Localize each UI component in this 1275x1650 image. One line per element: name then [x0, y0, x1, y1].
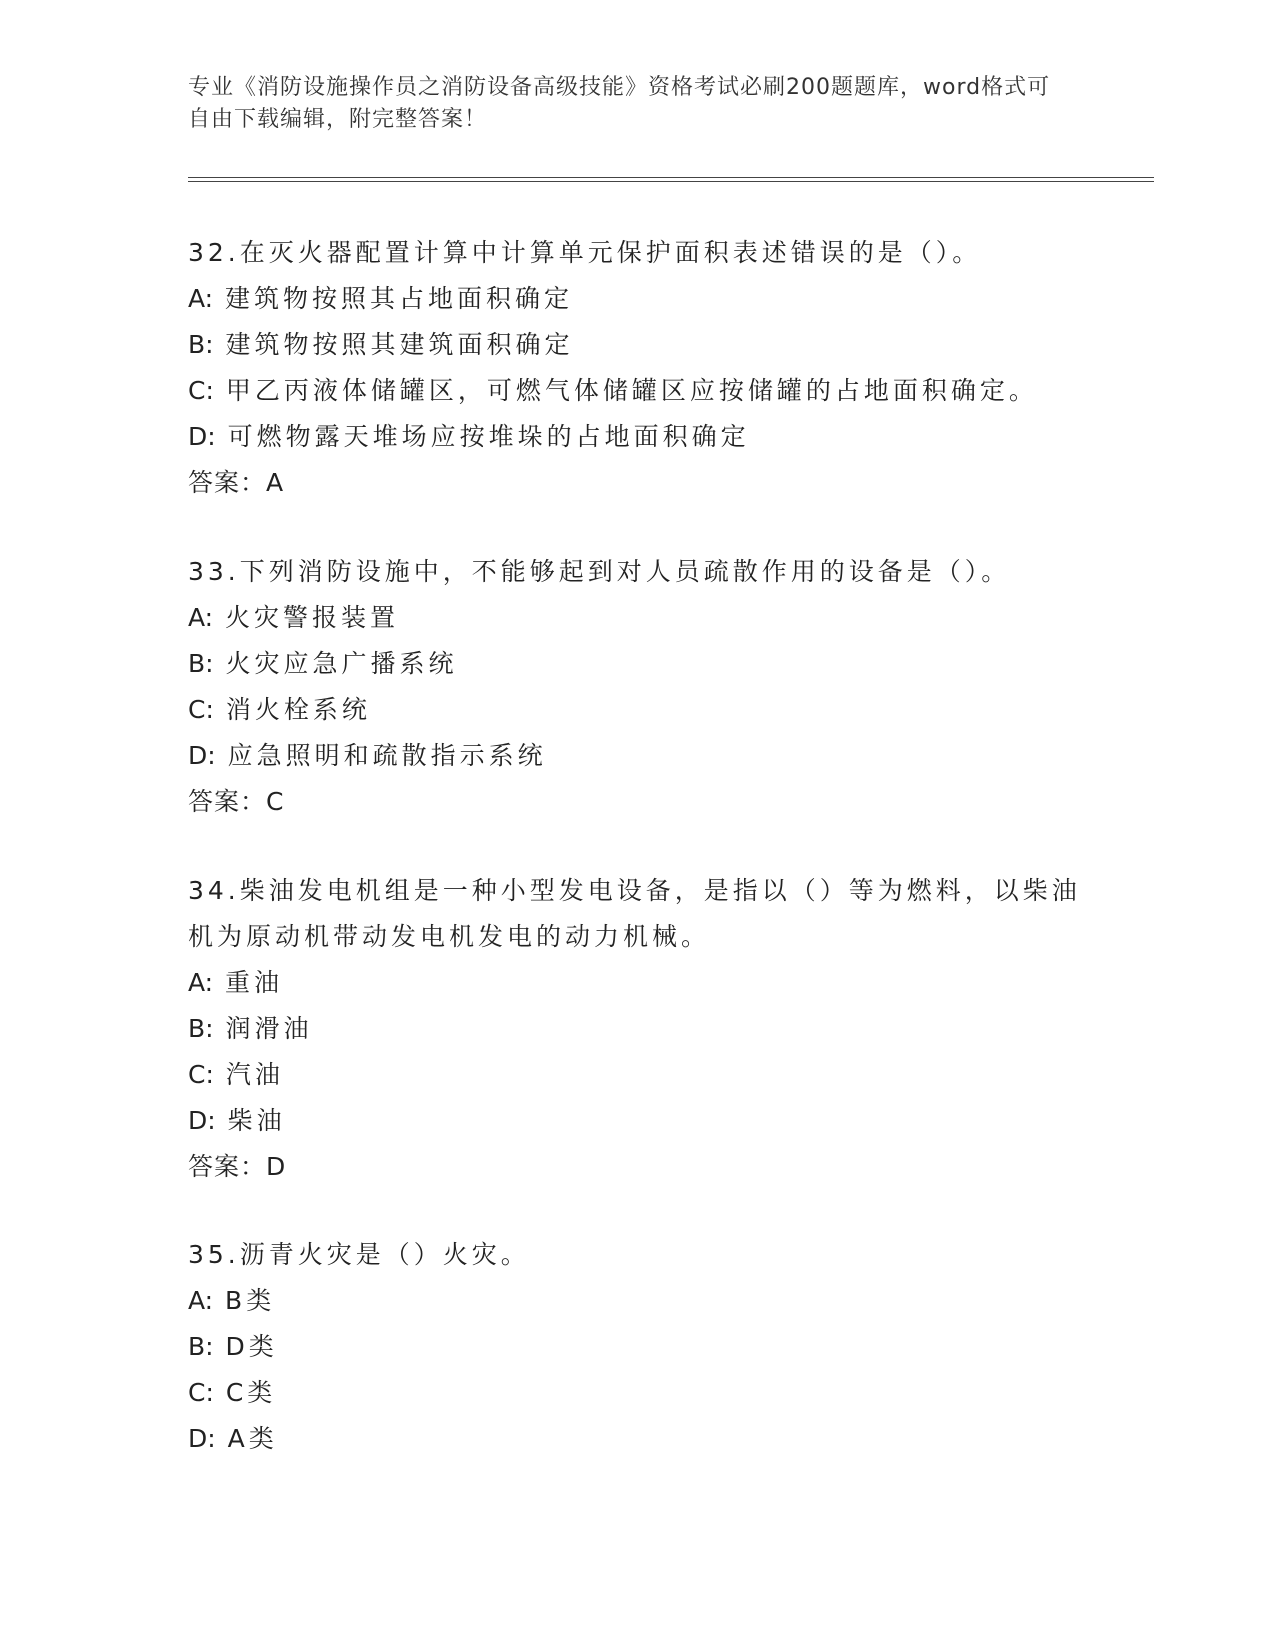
option-c	[188, 687, 1088, 733]
option-text: 汽油	[225, 1060, 284, 1089]
option-letter: B:	[188, 330, 214, 359]
option-c	[188, 1370, 1088, 1416]
option-a	[188, 960, 1088, 1006]
question-33	[188, 549, 1088, 825]
option-b	[188, 641, 1088, 687]
option-a	[188, 276, 1088, 322]
question-title: 34.柴油发电机组是一种小型发电设备，是指以（）等为燃料，以柴油机为原动机带动发电机发电的动力机械。	[188, 876, 1081, 951]
option-d	[188, 733, 1088, 779]
question-34	[188, 868, 1088, 1190]
question-title: 32.在灭火器配置计算中计算单元保护面积表述错误的是（）。	[188, 238, 982, 267]
option-letter: B:	[188, 649, 214, 678]
option-a	[188, 1278, 1088, 1324]
answer-line: 答案：D	[188, 1152, 287, 1181]
option-text: 应急照明和疏散指示系统	[227, 741, 547, 770]
option-letter: D:	[188, 1424, 216, 1453]
question-title: 33.下列消防设施中，不能够起到对人员疏散作用的设备是（）。	[188, 557, 1011, 586]
header-divider-bottom	[188, 181, 1154, 182]
option-a	[188, 595, 1088, 641]
option-letter: C:	[188, 376, 214, 405]
option-text: A类	[227, 1424, 278, 1453]
option-letter: D:	[188, 422, 216, 451]
option-text: 可燃物露天堆场应按堆垛的占地面积确定	[227, 422, 750, 451]
header-divider-top	[188, 177, 1154, 178]
option-text: 柴油	[227, 1106, 286, 1135]
answer-line: 答案：C	[188, 787, 285, 816]
option-b	[188, 1324, 1088, 1370]
option-text: 建筑物按照其建筑面积确定	[225, 330, 574, 359]
question-32	[188, 230, 1088, 506]
question-35	[188, 1232, 1088, 1462]
option-text: 建筑物按照其占地面积确定	[225, 284, 574, 313]
option-letter: D:	[188, 741, 216, 770]
option-d	[188, 414, 1088, 460]
option-letter: C:	[188, 1060, 214, 1089]
option-c	[188, 368, 1088, 414]
option-letter: C:	[188, 1378, 214, 1407]
option-letter: B:	[188, 1332, 214, 1361]
option-letter: C:	[188, 695, 214, 724]
answer-line: 答案：A	[188, 468, 285, 497]
option-text: 火灾警报装置	[225, 603, 400, 632]
option-b	[188, 322, 1088, 368]
option-letter: D:	[188, 1106, 216, 1135]
question-title: 35.沥青火灾是（）火灾。	[188, 1240, 530, 1269]
option-text: D类	[225, 1332, 278, 1361]
document-header: 专业《消防设施操作员之消防设备高级技能》资格考试必刷200题题库，word格式可自由下载编辑，附完整答案！	[188, 75, 1051, 132]
option-text: 重油	[225, 968, 284, 997]
option-b	[188, 1006, 1088, 1052]
option-text: 火灾应急广播系统	[225, 649, 458, 678]
option-text: C类	[225, 1378, 277, 1407]
option-letter: B:	[188, 1014, 214, 1043]
option-letter: A:	[188, 284, 214, 313]
option-c	[188, 1052, 1088, 1098]
option-letter: A:	[188, 968, 214, 997]
option-text: 消火栓系统	[225, 695, 371, 724]
option-text: 润滑油	[225, 1014, 313, 1043]
option-text: 甲乙丙液体储罐区，可燃气体储罐区应按储罐的占地面积确定。	[225, 376, 1038, 405]
option-letter: A:	[188, 1286, 214, 1315]
option-d	[188, 1416, 1088, 1462]
option-letter: A:	[188, 603, 214, 632]
option-d	[188, 1098, 1088, 1144]
option-text: B类	[225, 1286, 276, 1315]
